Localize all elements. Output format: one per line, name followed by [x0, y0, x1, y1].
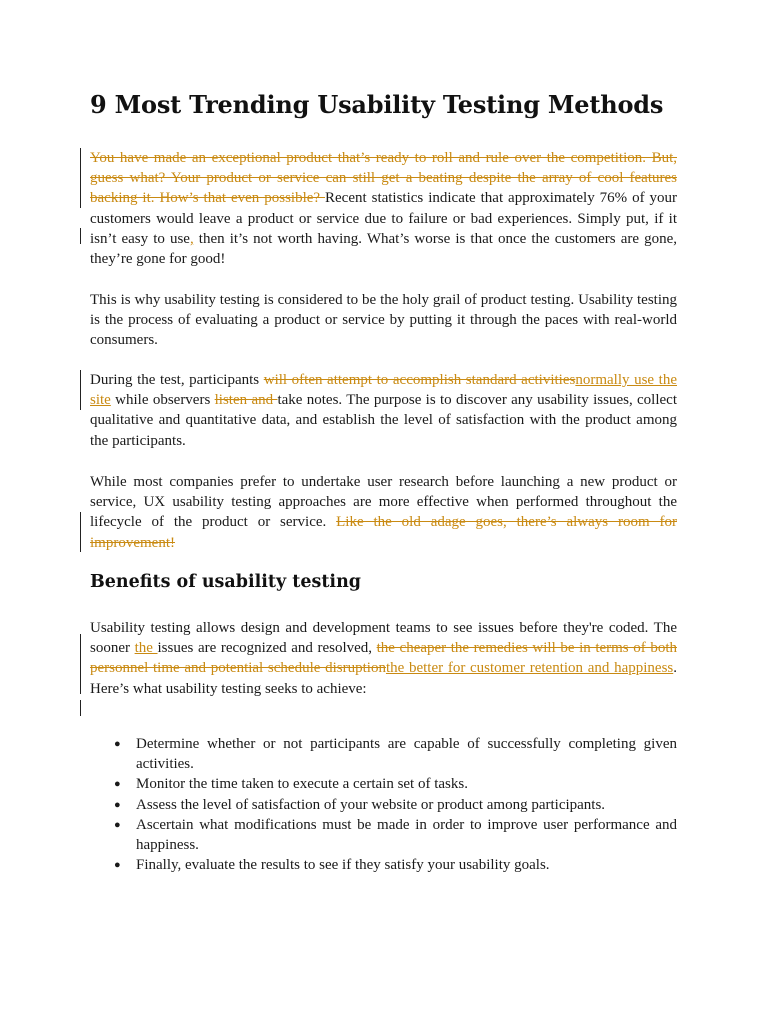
- list-item-text: Monitor the time taken to execute a certain set of tasks.: [136, 776, 468, 793]
- change-bar: [80, 700, 81, 716]
- definition-paragraph: [90, 290, 677, 351]
- inserted-text: normally use the site: [90, 372, 677, 409]
- intro-paragraph: [90, 148, 677, 269]
- list-item-text: Ascertain what modifications must be made in order to improve user performance and happiness.: [136, 816, 677, 854]
- paragraph-text: issues are recognized and resolved,: [157, 640, 377, 657]
- bullet-icon: ●: [114, 818, 121, 831]
- list-item: [90, 815, 677, 855]
- paragraph-text: While most companies prefer to undertake user research before launching a new product or service, UX usability testing approaches are more effective when performed throughout the lifecycle of the product or service.: [90, 474, 677, 531]
- inserted-text: the: [134, 640, 158, 657]
- deleted-text: Like the old adage goes, there’s always room for improvement!: [90, 514, 677, 551]
- deleted-text: the cheaper the remedies will be in terms of both personnel time and potential schedule disruption: [90, 640, 677, 677]
- inserted-text: the better for customer retention and happiness: [385, 660, 674, 677]
- paragraph-text: . Here’s what usability testing seeks to achieve:: [90, 660, 677, 697]
- paragraph-text: take notes. The purpose is to discover any usability issues, collect qualitative and quantitative data, and establish the level of satisfaction with the product among the participants.: [90, 392, 677, 449]
- change-bar: [80, 634, 81, 694]
- change-bar: [80, 370, 81, 410]
- paragraph-text: while observers: [110, 392, 215, 409]
- paragraph-text: This is why usability testing is considered to be the holy grail of product testing. Usability testing is the process of evaluating a product or service by putting it through the paces with real-world consumers.: [90, 292, 677, 349]
- test-process-paragraph: [90, 370, 677, 451]
- bullet-icon: ●: [114, 798, 121, 811]
- goals-list: [90, 734, 677, 875]
- paragraph-text: then it’s not worth having. What’s worse is that once the customers are gone, they’re gone for good!: [90, 230, 677, 268]
- paragraph-text: During the test, participants: [90, 372, 264, 388]
- change-bar: [80, 228, 81, 244]
- change-bar: [80, 512, 81, 552]
- benefits-paragraph: [90, 618, 677, 699]
- list-item: [90, 795, 677, 815]
- bullet-icon: ●: [114, 738, 121, 750]
- paragraph-text: Recent statistics indicate that approximately 76% of your customers would leave a product or service due to failure or bad experiences. Simply put, if it isn’t easy to use: [90, 190, 677, 247]
- list-item: [90, 774, 677, 794]
- list-item: [90, 734, 677, 774]
- list-item-text: Determine whether or not participants are capable of successfully completing given activities.: [136, 736, 677, 773]
- change-bar: [80, 148, 81, 208]
- paragraph-text: Usability testing allows design and development teams to see issues before they're coded. The sooner: [90, 620, 677, 657]
- lifecycle-paragraph: [90, 472, 677, 553]
- section-heading: Benefits of usability testing: [90, 572, 362, 592]
- bullet-icon: ●: [114, 778, 121, 791]
- inserted-text: ,: [189, 230, 194, 247]
- list-item-text: Finally, evaluate the results to see if they satisfy your usability goals.: [136, 857, 550, 874]
- list-item-text: Assess the level of satisfaction of your website or product among participants.: [136, 796, 606, 813]
- bullet-icon: ●: [114, 859, 121, 872]
- deleted-text: will often attempt to accomplish standard activities: [263, 372, 576, 388]
- deleted-text: listen and: [214, 392, 278, 409]
- document-title: 9 Most Trending Usability Testing Methods: [90, 90, 664, 119]
- list-item: [90, 855, 677, 875]
- deleted-text: You have made an exceptional product that’s ready to roll and rule over the competition. But, guess what? Your product or service can still get a beating despite the array of cool features backing it. How’s that even possible?: [90, 150, 677, 207]
